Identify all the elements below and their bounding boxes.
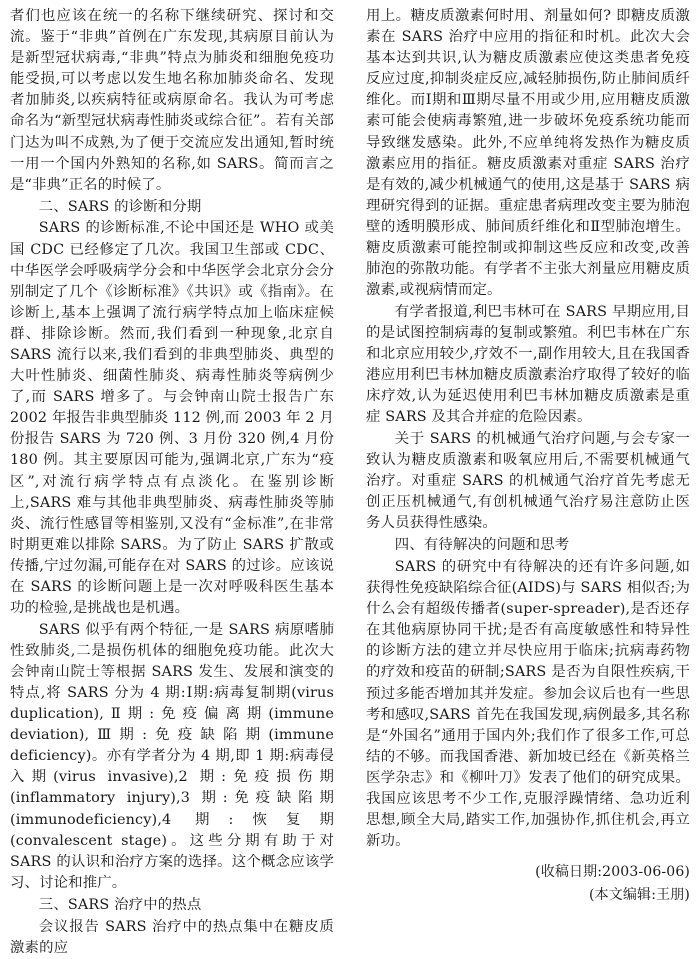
paragraph-continuation: 者们也应该在统一的名称下继续研究、探讨和交流。鉴于“非典”首例在广东发现,其病原目前认为是新型冠状病毒,“非典”特点为肺炎和细胞免疫功能受损,可以考虑以发生地名称加肺炎命名、发现者加肺炎,以疾病特征或病原命名。我认为可考虑命名为“新型冠状病毒性肺炎或综合征”。若有关部门达为叫不成熟,为了便于交流应发出通知,暂时统一用一个国内外熟知的名称,如 SARS。简而言之是“非典”正名的时候了。 [10, 8, 334, 193]
section-heading-open-questions: 四、有待解决的问题和思考 [394, 537, 570, 554]
received-date: (收稿日期:2003-06-06) [535, 864, 690, 881]
paragraph-corticosteroid: 用上。糖皮质激素何时用、剂量如何? 即糖皮质激素在 SARS 治疗中应用的指征和时机。此次大会基本达到共识,认为糖皮质激素应使这类患者免疫反应过度,抑制炎症反应,减轻肺损伤,防止肺间质纤维化。而Ⅰ期和Ⅲ期尽量不用或少用,应用糖皮质激素可能会使病毒繁殖,进一步破坏免疫系统功能而导致继发感染。此外,不应单纯将发热作为糖皮质激素应用的指征。糖皮质激素对重症 SARS 治疗是有效的,减少机械通气的使用,这是基于 SARS 病理研究得到的证据。重症患者病理改变主要为肺泡壁的透明膜形成、肺间质纤维化和Ⅱ型肺泡增生。糖皮质激素可能控制或抑制这些反应和改变,改善肺泡的弥散功能。有学者不主张大剂量应用糖皮质激素,或视病情而定。 [366, 8, 690, 299]
section-heading-treatment: 三、SARS 治疗中的热点 [38, 896, 202, 913]
paragraph-ribavirin: 有学者报道,利巴韦林可在 SARS 早期应用,目的是试图控制病毒的复制或繁殖。利巴韦林在广东和北京应用较少,疗效不一,副作用较大,且在我国香港应用利巴韦林加糖皮质激素治疗取得了较好的临床疗效,认为延迟使用利巴韦林加糖皮质激素是重症 SARS 及其合并症的危险因素。 [366, 303, 690, 426]
paragraph-sars-features: SARS 似乎有两个特征,一是 SARS 病原嗜肺性致肺炎,二是损伤机体的细胞免疫功能。此次大会钟南山院士等根据 SARS 发生、发展和演变的特点,将 SARS 分为 4 期:Ⅰ期:病毒复制期(virus duplication),Ⅱ期:免疫偏离期(immune deviation),Ⅲ期:免疫缺陷期(immune deficiency)。亦有学者分为 4 期,即 1 期:病毒侵入期(virus invasive),2 期:免疫损伤期(inflammatory injury),3 期:免疫缺陷期(immunodeficiency),4 期:恢复期(convalescent stage)。这些分期有助于对 SARS 的认识和治疗方案的选择。这个概念应该学习、讨论和推广。 [10, 621, 334, 891]
right-column [360, 6, 690, 907]
left-column [10, 6, 340, 959]
paragraph-diagnosis-criteria: SARS 的诊断标准,不论中国还是 WHO 或美国 CDC 已经修定了几次。我国卫生部或 CDC、中华医学会呼吸病学分会和中华医学会北京分会分别制定了几个《诊断标准》《共识》或《指南》。在诊断上,基本上强调了流行病学特点加上临床症候群、排除诊断。然而,我们看到一种现象,北京自 SARS 流行以来,我们看到的非典型肺炎、典型的大叶性肺炎、细菌性肺炎、病毒性肺炎等病例少了,而 SARS 增多了。与会钟南山院士报告广东 2002 年报告非典型肺炎 112 例,而 2003 年 2 月份报告 SARS 为 720 例、3 月份 320 例,4 月份 180 例。其主要原因可能为,强调北京,广东为“疫区”,对流行病学特点有点淡化。在鉴别诊断上,SARS 难与其他非典型肺炎、病毒性肺炎等肺炎、流行性感冒等相鉴别,又没有“金标准”,在非常时期更难以排除 SARS。为了防止 SARS 扩散或传播,宁过勿漏,可能存在对 SARS 的过诊。应该说在 SARS 的诊断问题上是一次对呼吸科医生基本功的检验,是挑战也是机遇。 [10, 220, 334, 617]
paragraph-open-questions: SARS 的研究中有待解决的还有许多问题,如获得性免疫缺陷综合征(AIDS)与 SARS 相似否;为什么会有超级传播者(super-spreader),是否还存在其他病原协同干扰;是否有高度敏感性和特异性的诊断方法的建立并尽快应用于临床;抗病毒药物的疗效和疫苗的研制;SARS 是否为自限性疾病,干预过多能否增加其并发症。参加会议后也有一些思考和感叹,SARS 首先在我国发现,病例最多,其名称是“外国名”通用于国内外;我们作了很多工作,可总结的不够。而我国香港、新加坡已经在《新英格兰医学杂志》和《柳叶刀》发表了他们的研究成果。我国应该思考不少工作,克服浮躁情绪、急功近利思想,顾全大局,踏实工作,加强协作,抓住机会,再立新功。 [366, 558, 690, 850]
article-footer [366, 862, 690, 905]
paragraph-treatment-intro: 会议报告 SARS 治疗中的热点集中在糖皮质激素的应 [10, 918, 334, 956]
editor-note: (本文编辑:王朋) [589, 886, 690, 903]
section-heading-diagnosis: 二、SARS 的诊断和分期 [38, 198, 202, 215]
two-column-layout [10, 6, 690, 956]
paragraph-ventilation: 关于 SARS 的机械通气治疗问题,与会专家一致认为糖皮质激素和吸氧应用后,不需要机械通气治疗。对重症 SARS 的机械通气治疗首先考虑无创正压机械通气,有创机械通气治疗易注意防止医务人员获得性感染。 [366, 430, 690, 532]
